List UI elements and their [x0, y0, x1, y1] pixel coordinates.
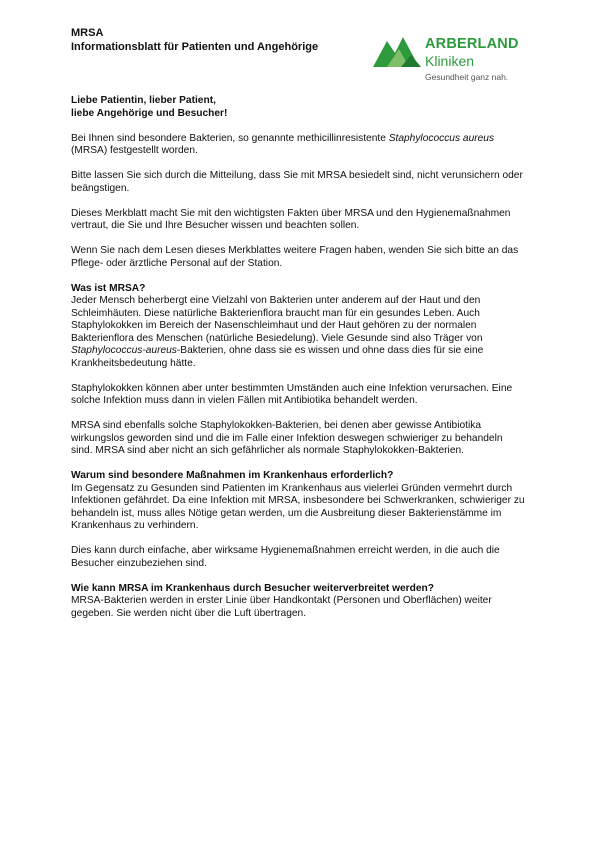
- greeting: [71, 95, 526, 120]
- intro-p1-species: Staphylococcus aureus: [388, 132, 495, 144]
- document-subtitle: Informationsblatt für Patienten und Angehörige: [71, 40, 319, 53]
- intro-p1-text-b: (MRSA) festgestellt worden.: [71, 145, 198, 156]
- section-1-p1-text-b: -Bakterien, ohne dass sie es wissen und ohne dass dies für sie eine Krankheitsbedeutung hätte.: [71, 345, 484, 369]
- section-3-heading: Wie kann MRSA im Krankenhaus durch Besucher weiterverbreitet werden?: [71, 582, 434, 594]
- document-title: MRSA: [71, 27, 104, 39]
- intro-paragraph-2: Bitte lassen Sie sich durch die Mitteilung, dass Sie mit MRSA besiedelt sind, nicht verunsichern oder beängstigen.: [71, 170, 523, 194]
- logo-tagline: Gesundheit ganz nah.: [425, 72, 509, 82]
- section-1-p1-species: Staphylococcus-aureus: [71, 345, 177, 356]
- intro-p1-text-a: Bei Ihnen sind besondere Bakterien, so genannte methicillinresistente: [71, 132, 389, 144]
- section-2-paragraph-1: Im Gegensatz zu Gesunden sind Patienten im Krankenhaus aus vielerlei Gründen vermehrt durch Infektionen gefährdet. Da eine Infektion mit MRSA, insbesondere bei Schwerkranken, schwieriger zu behandeln ist, muss alles Nötige getan werden, um die Ausbreitung dieser Bakterienstämme im Krankenhaus zu verhindern.: [71, 482, 525, 531]
- section-1-heading: Was ist MRSA?: [71, 282, 146, 294]
- section-1-paragraph-1: [71, 295, 526, 370]
- section-2-heading: Warum sind besondere Maßnahmen im Krankenhaus erforderlich?: [71, 470, 394, 481]
- greeting-line-2: liebe Angehörige und Besucher!: [71, 107, 228, 119]
- logo-brand-text: ARBERLAND: [425, 36, 519, 52]
- section-1-paragraph-3: MRSA sind ebenfalls solche Staphylokokken-Bakterien, bei denen aber gewisse Antibiotika wirkungslos geworden sind und die im Falle einer Infektion deswegen schwieriger zu behandeln sind. MRSA sind aber nicht an sich gefährlicher als normale Staphylokokken-Bakterien.: [71, 420, 503, 456]
- document-header: [71, 27, 371, 54]
- logo-sub-text: Kliniken: [425, 53, 475, 69]
- section-1-paragraph-2: Staphylokokken können aber unter bestimmten Umständen auch eine Infektion verursachen. Eine solche Infektion muss dann in vielen Fällen mit Antibiotika behandelt werden.: [71, 382, 513, 406]
- intro-paragraph-3: Dieses Merkblatt macht Sie mit den wichtigsten Fakten über MRSA und den Hygienemaßnahmen vertraut, die Sie und Ihre Besucher wissen und beachten sollen.: [71, 207, 511, 231]
- section-1-p1-text-a: Jeder Mensch beherbergt eine Vielzahl von Bakterien unter anderem auf der Haut und den Schleimhäuten. Diese natürliche Bakterienflora braucht man für ein gesundes Leben. Auch Staphylokokken im Bereich der Nasenschleimhaut und der Haut gehören zu der normalen Bakterienflora des Menschen (natürliche Besiedelung). Viele Gesunde sind also Träger von: [71, 295, 483, 344]
- intro-paragraph-4: Wenn Sie nach dem Lesen dieses Merkblattes weitere Fragen haben, wenden Sie sich bitte an das Pflege- oder ärztliche Personal auf der Station.: [71, 245, 519, 269]
- intro-paragraph-1: [71, 133, 526, 158]
- section-2-paragraph-2: Dies kann durch einfache, aber wirksame Hygienemaßnahmen erreicht werden, in die auch die Besucher einzubeziehen sind.: [71, 545, 500, 569]
- document-body: [71, 95, 526, 633]
- arberland-logo: [373, 31, 533, 87]
- mountain-logo-icon: [373, 33, 423, 69]
- section-3-paragraph-1: MRSA-Bakterien werden in erster Linie über Handkontakt (Personen und Oberflächen) weiter gegeben. Sie werden nicht über die Luft übertragen.: [71, 595, 492, 619]
- greeting-line-1: Liebe Patientin, lieber Patient,: [71, 95, 216, 106]
